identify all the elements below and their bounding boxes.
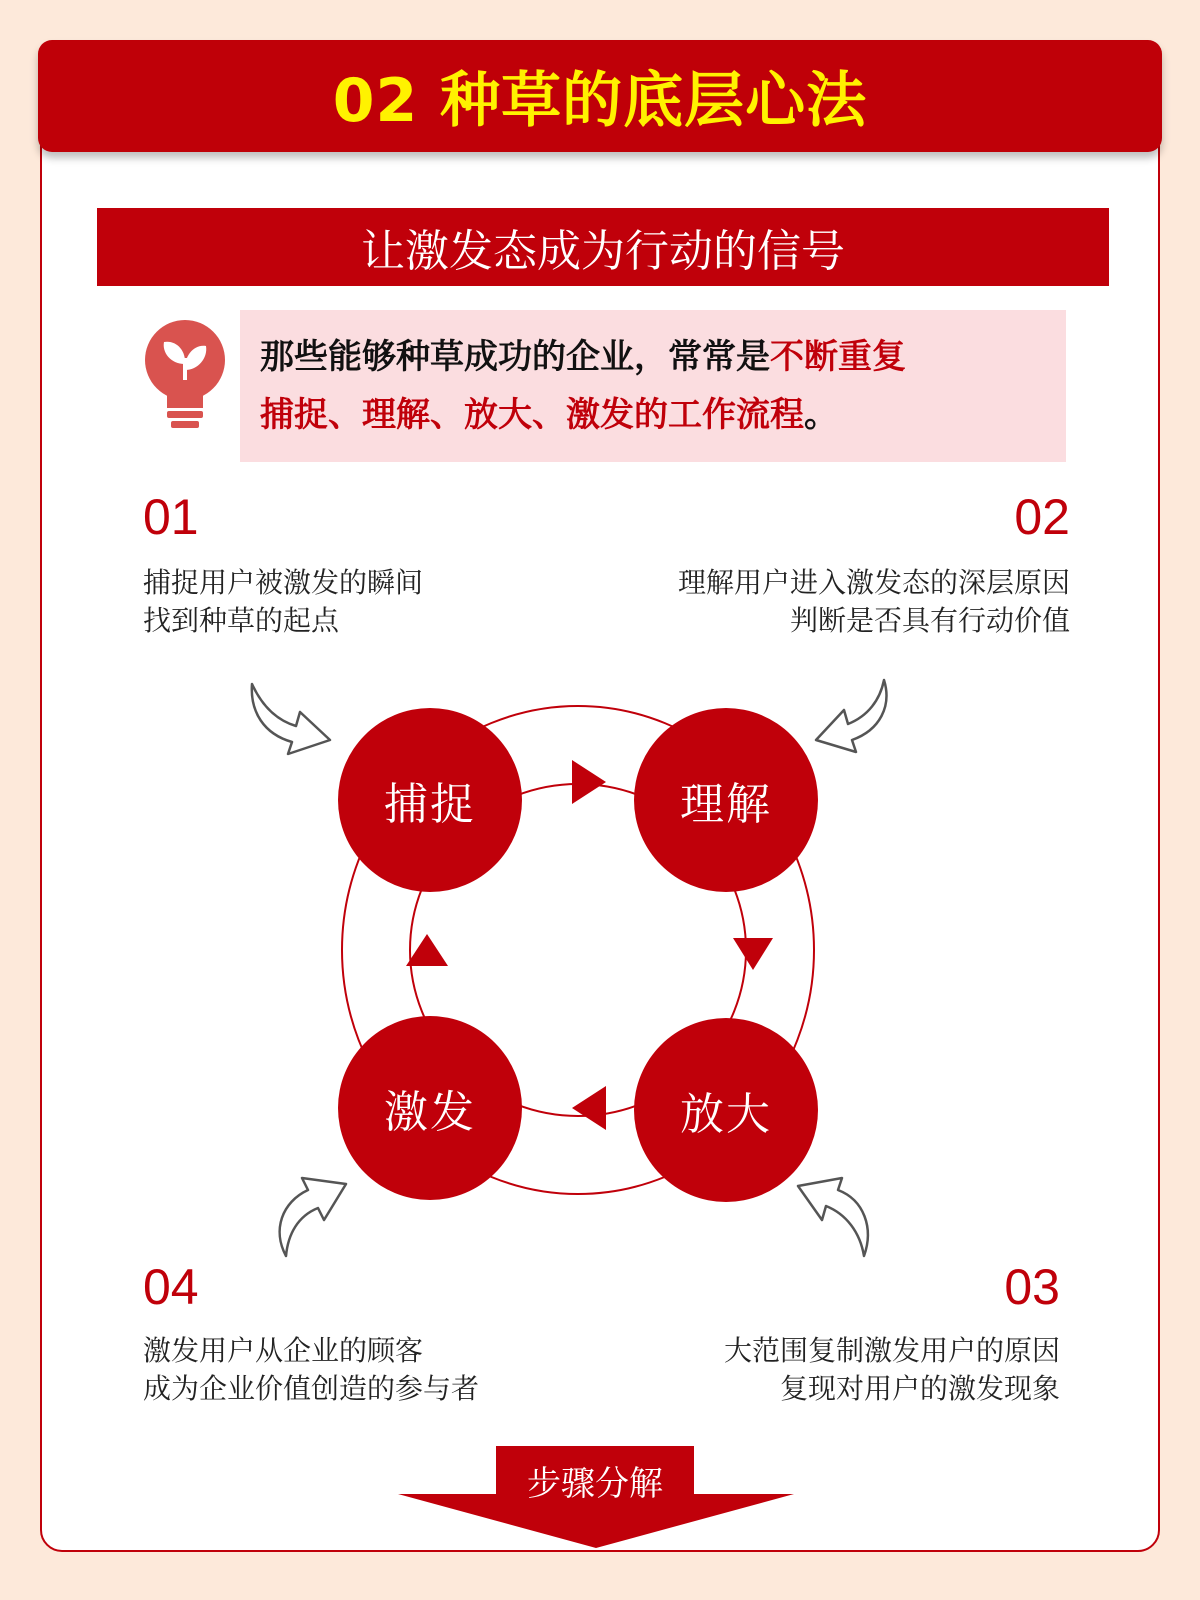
node-understand — [634, 708, 818, 892]
subtitle-banner — [97, 208, 1109, 286]
node-activate — [338, 1016, 522, 1200]
step-01-line1: 捕捉用户被激发的瞬间 — [143, 566, 424, 599]
step-01-line2: 找到种草的起点 — [143, 604, 340, 637]
step-03-number: 03 — [1004, 1259, 1060, 1315]
step-breakdown-button[interactable] — [496, 1448, 694, 1512]
subtitle-text: 让激发态成为行动的信号 — [361, 226, 845, 277]
page-title: 02 种草的底层心法 — [332, 66, 868, 136]
node-understand-label: 理解 — [680, 779, 772, 830]
step-04-line2: 成为企业价值创造的参与者 — [143, 1372, 480, 1405]
node-amplify — [634, 1018, 818, 1202]
node-amplify-label: 放大 — [680, 1089, 772, 1140]
step-03-line2: 复现对用户的激发现象 — [779, 1372, 1060, 1405]
node-capture — [338, 708, 522, 892]
header-bar — [38, 40, 1162, 152]
statement-highlight-process: 捕捉、理解、放大、激发的工作流程 — [260, 395, 804, 435]
step-03-description — [724, 1332, 1060, 1408]
step-04-number: 04 — [143, 1259, 199, 1315]
step-04-description — [143, 1332, 479, 1408]
statement-text: 那些能够种草成功的企业，常常是 — [260, 337, 770, 377]
step-04-line1: 激发用户从企业的顾客 — [143, 1334, 424, 1367]
statement-end: 。 — [804, 395, 838, 435]
step-02-number: 02 — [1014, 489, 1070, 545]
lightbulb-sprout-icon — [140, 318, 230, 438]
node-activate-label: 激发 — [384, 1087, 476, 1138]
step-02-line1: 理解用户进入激发态的深层原因 — [677, 566, 1070, 599]
statement-highlight: 不断重复 — [770, 337, 906, 377]
key-statement-box — [240, 310, 1066, 462]
step-01-number: 01 — [143, 489, 199, 545]
step-01-description — [143, 564, 423, 640]
step-02-description — [678, 564, 1070, 640]
step-breakdown-label: 步骤分解 — [527, 1463, 663, 1504]
node-capture-label: 捕捉 — [384, 779, 476, 830]
step-03-line1: 大范围复制激发用户的原因 — [723, 1334, 1060, 1367]
step-02-line2: 判断是否具有行动价值 — [789, 604, 1070, 637]
